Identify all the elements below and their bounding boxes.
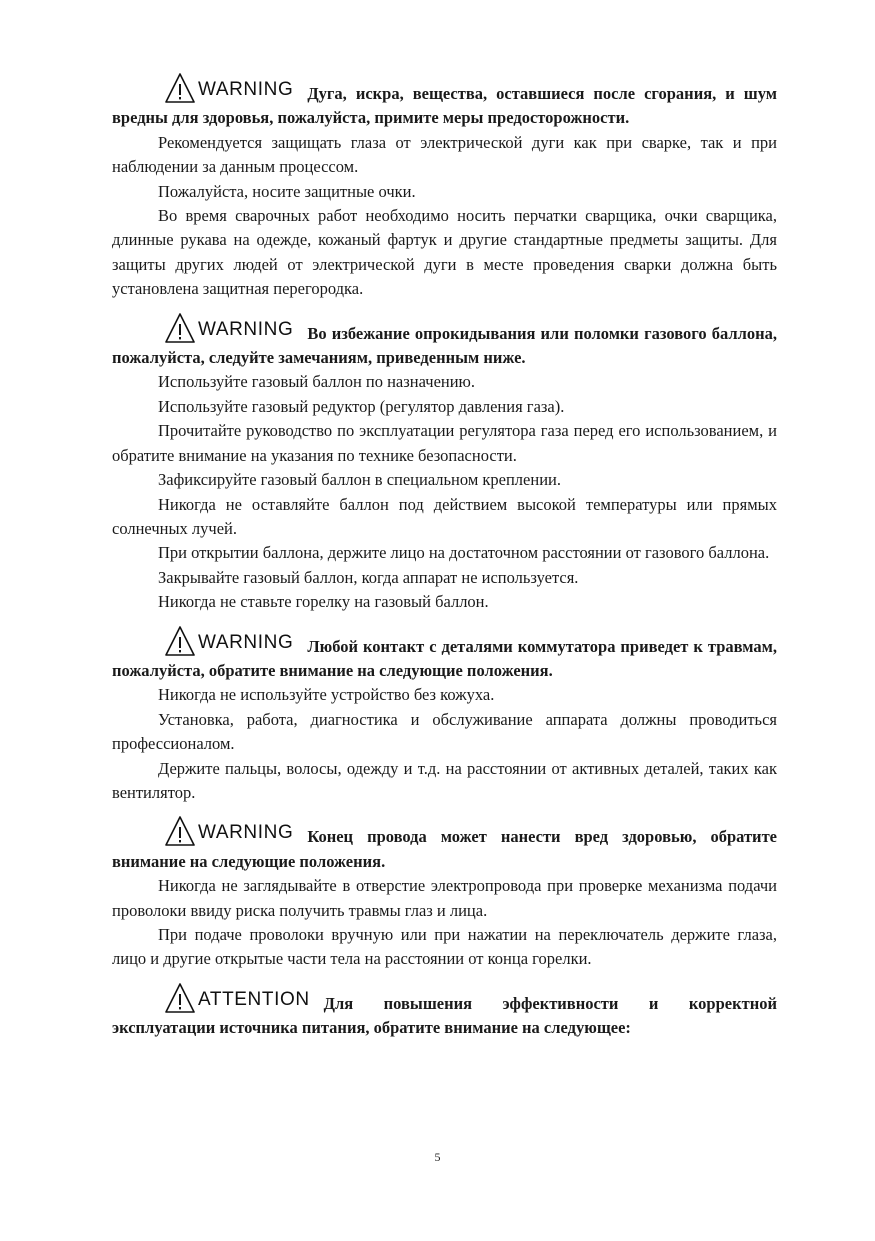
warning-label: WARNING xyxy=(198,318,294,340)
warning-section xyxy=(112,312,777,615)
paragraph: Рекомендуется защищать глаза от электрической дуги как при сварке, так и при наблюдении за данным процессом. xyxy=(112,132,777,177)
warning-label: WARNING xyxy=(198,822,294,844)
paragraph: Никогда не ставьте горелку на газовый баллон. xyxy=(158,592,489,612)
paragraph: Зафиксируйте газовый баллон в специальном креплении. xyxy=(158,470,561,490)
paragraph: При подаче проволоки вручную или при нажатии на переключатель держите глаза, лицо и другие открытые части тела на расстоянии от конца горелки. xyxy=(112,925,777,969)
attention-section xyxy=(112,982,777,1041)
heading-text: Любой контакт с деталями коммутатора приведет к травмам, пожалуйста, обратите внимание на следующие положения. xyxy=(112,636,777,680)
warning-sign xyxy=(165,811,293,847)
heading-text: Во избежание опрокидывания или поломки газового баллона, пожалуйста, следуйте замечаниям, приведенным ниже. xyxy=(112,323,777,368)
warning-section xyxy=(112,625,777,806)
warning-label: WARNING xyxy=(198,79,294,100)
warning-triangle-icon xyxy=(165,625,195,657)
section-heading xyxy=(112,312,777,371)
paragraph: Держите пальцы, волосы, одежду и т.д. на расстоянии от активных деталей, таких как вентилятор. xyxy=(112,758,777,802)
heading-text: Для повышения эффективности и корректной эксплуатации источника питания, обратите внимание на следующее: xyxy=(112,993,777,1038)
warning-triangle-icon xyxy=(165,312,195,344)
section-heading xyxy=(112,625,777,684)
paragraph: Во время сварочных работ необходимо носить перчатки сварщика, очки сварщика, длинные рукава на одежде, кожаный фартук и другие стандартные предметы защиты. Для защиты других людей от электрической дуги в месте проведения сварки должна быть установлена защитная перегородка. xyxy=(112,206,777,299)
paragraph: Закрывайте газовый баллон, когда аппарат не используется. xyxy=(158,567,579,587)
paragraph: Никогда не используйте устройство без кожуха. xyxy=(158,685,495,705)
section-heading xyxy=(112,982,777,1041)
paragraph: При открытии баллона, держите лицо на достаточном расстоянии от газового баллона. xyxy=(158,543,770,563)
heading-text: Дуга, искра, вещества, оставшиеся после сгорания, и шум вредны для здоровья, пожалуйста, примите меры предосторожности. xyxy=(112,84,777,128)
paragraph: Пожалуйста, носите защитные очки. xyxy=(158,181,416,201)
page-number: 5 xyxy=(434,1150,441,1164)
warning-label: WARNING xyxy=(198,631,294,653)
attention-label: ATTENTION xyxy=(198,988,310,1010)
warning-sign xyxy=(165,621,293,657)
warning-sign xyxy=(165,308,293,344)
paragraph: Никогда не оставляйте баллон под действием высокой температуры или прямых солнечных лучей. xyxy=(112,494,777,538)
section-heading xyxy=(112,815,777,874)
attention-sign xyxy=(165,978,310,1014)
warning-sign xyxy=(165,68,293,104)
section-heading xyxy=(112,72,777,131)
paragraph: Установка, работа, диагностика и обслуживание аппарата должны проводиться профессионалом. xyxy=(112,709,777,754)
warning-triangle-icon xyxy=(165,982,195,1014)
warning-triangle-icon xyxy=(165,815,195,847)
paragraph: Никогда не заглядывайте в отверстие электропровода при проверке механизма подачи проволоки ввиду риска получить травмы глаз и лица. xyxy=(112,876,777,920)
warning-triangle-icon xyxy=(165,72,195,104)
heading-text: Конец провода может нанести вред здоровью, обратите внимание на следующие положения. xyxy=(112,827,777,871)
paragraph: Используйте газовый баллон по назначению. xyxy=(158,372,476,392)
warning-section xyxy=(112,72,777,302)
paragraph: Используйте газовый редуктор (регулятор давления газа). xyxy=(158,396,565,416)
document-body xyxy=(112,72,777,1051)
paragraph: Прочитайте руководство по эксплуатации регулятора газа перед его использованием, и обратите внимание на указания по технике безопасности. xyxy=(112,421,777,465)
warning-section xyxy=(112,815,777,971)
